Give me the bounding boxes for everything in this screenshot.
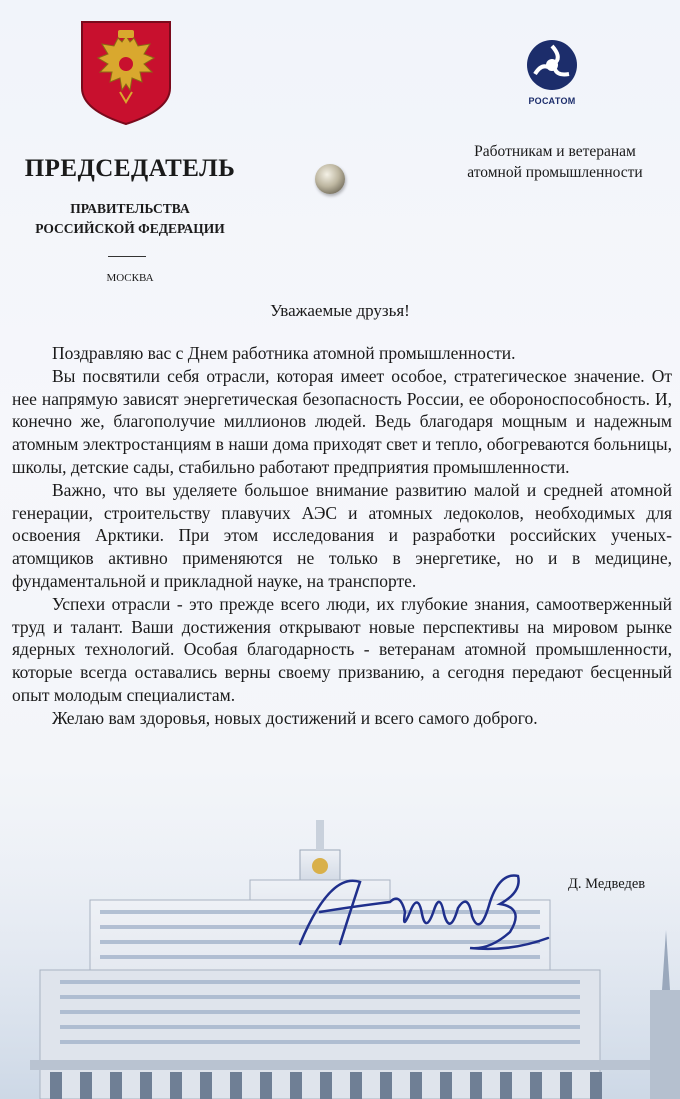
rosatom-logo — [522, 38, 582, 108]
sender-subtitle — [10, 199, 250, 239]
addressee-line2: атомной промышленности — [467, 164, 643, 181]
greeting: Уважаемые друзья! — [270, 301, 410, 320]
header-divider — [108, 256, 146, 257]
letter-body — [12, 342, 672, 730]
addressee-line1: Работникам и ветеранам — [474, 143, 636, 160]
letter-paragraph: Важно, что вы уделяете большое внимание развитию малой и средней атомной генерации, строительству плавучих АЭС и атомных ледоколов, необходимых для освоения Арктики. При этом исследования и разработки российских ученых-атомщиков активно применяются не только в энергетике, но и в медицине, фундаментальной и прикладной науке, на транспорте. — [12, 479, 672, 591]
fridge-magnet — [315, 164, 345, 194]
sender-subtitle-line1: ПРАВИТЕЛЬСТВА — [70, 201, 190, 216]
sender-title: ПРЕДСЕДАТЕЛЬ — [24, 155, 236, 182]
addressee — [432, 141, 678, 183]
letter-paragraph: Успехи отрасли - это прежде всего люди, их глубокие знания, самоотверженный труд и талант. Ваши достижения открывают новые перспективы на мировом рынке ядерных технологий. Особая благодарность - ветеранам атомной промышленности, которые всегда оставались верны своему призванию, а сегодня передают бесценный опыт молодым специалистам. — [12, 593, 672, 705]
letter-paragraph: Вы посвятили себя отрасли, которая имеет особое, стратегическое значение. От нее напрямую зависят энергетическая безопасность России, ее обороноспособность. И, конечно же, благополучие миллионов людей. Ведь благодаря мощным и надежным атомным электростанциям в наши дома приходят свет и тепло, обогреваются больницы, школы, детские сады, стабильно работают предприятия промышленности. — [12, 365, 672, 477]
letter-paragraph: Желаю вам здоровья, новых достижений и всего самого доброго. — [52, 707, 538, 728]
coat-of-arms-icon — [78, 18, 174, 126]
sender-city: МОСКВА — [106, 272, 154, 284]
rosatom-atom-icon — [525, 38, 579, 92]
sender-subtitle-line2: РОССИЙСКОЙ ФЕДЕРАЦИИ — [35, 221, 225, 236]
rosatom-label: РОСАТОМ — [528, 96, 576, 106]
signer-name: Д. Медведев — [568, 876, 646, 892]
letter-paragraph: Поздравляю вас с Днем работника атомной промышленности. — [52, 343, 516, 363]
handwritten-signature — [290, 852, 560, 962]
